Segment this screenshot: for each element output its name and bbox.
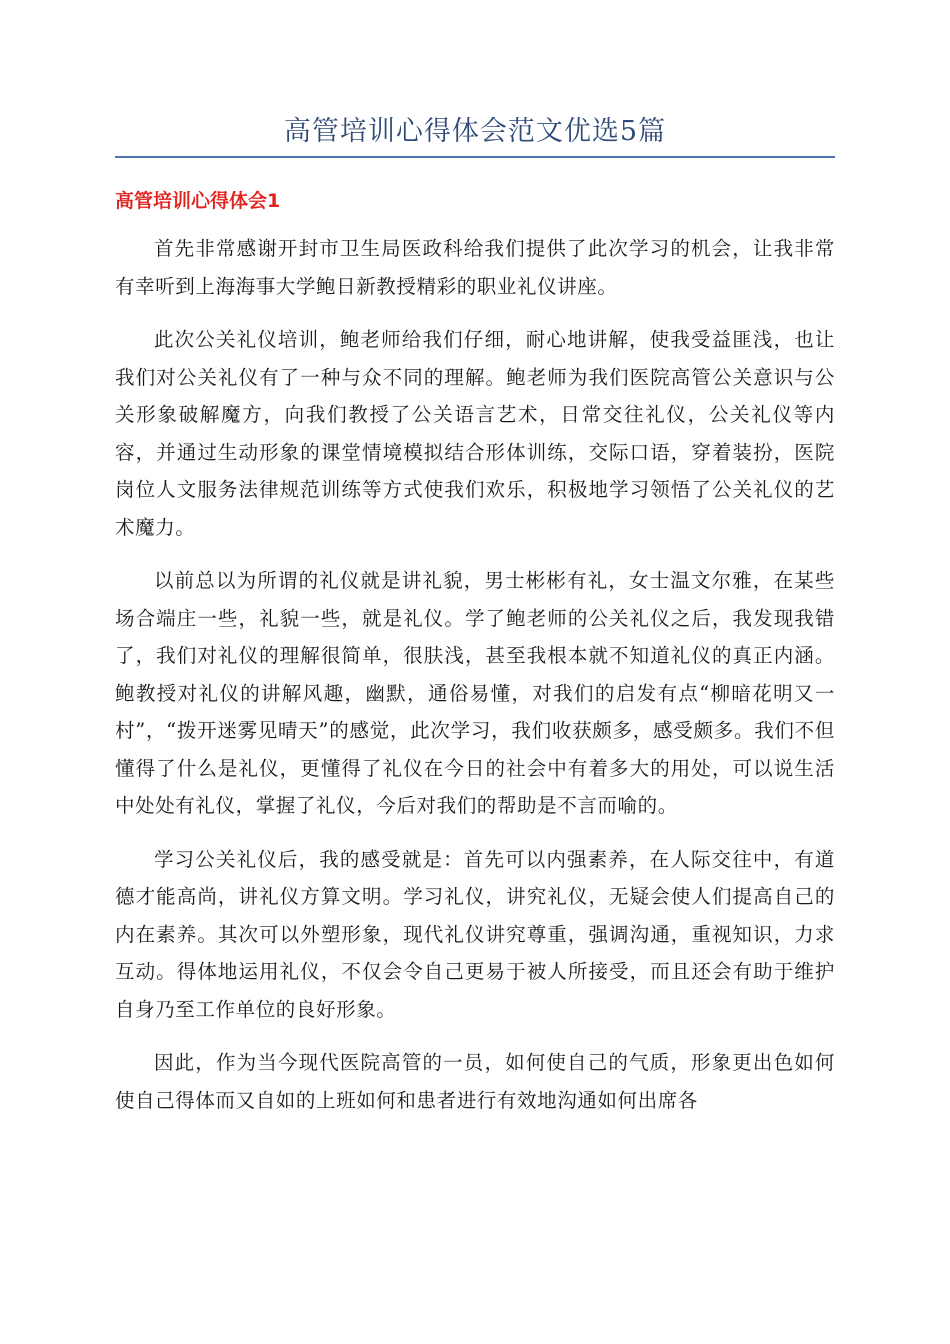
paragraph-2: 此次公关礼仪培训，鲍老师给我们仔细，耐心地讲解，使我受益匪浅，也让我们对公关礼仪有了一种与众不同的理解。鲍老师为我们医院高管公关意识与公关形象破解魔方，向我们教授了公关语言艺术，日常交往礼仪，公关礼仪等内容，并通过生动形象的课堂情境模拟结合形体训练，交际口语，穿着装扮，医院岗位人文服务法律规范训练等方式使我们欢乐，积极地学习领悟了公关礼仪的艺术魔力。 <box>115 328 835 539</box>
paragraph-5: 因此，作为当今现代医院高管的一员，如何使自己的气质，形象更出色如何使自己得体而又自如的上班如何和患者进行有效地沟通如何出席各 <box>115 1051 835 1112</box>
paragraph-3: 以前总以为所谓的礼仪就是讲礼貌，男士彬彬有礼，女士温文尔雅，在某些场合端庄一些，礼貌一些，就是礼仪。学了鲍老师的公关礼仪之后，我发现我错了，我们对礼仪的理解很简单，很肤浅，甚至我根本就不知道礼仪的真正内涵。鲍教授对礼仪的讲解风趣，幽默，通俗易懂，对我们的启发有点“柳暗花明又一村”，“拨开迷雾见晴天”的感觉，此次学习，我们收获颇多，感受颇多。我们不但懂得了什么是礼仪，更懂得了礼仪在今日的社会中有着多大的用处，可以说生活中处处有礼仪，掌握了礼仪，今后对我们的帮助是不言而喻的。 <box>115 569 835 817</box>
document-page <box>115 110 835 1119</box>
title-underline <box>115 156 835 158</box>
document-title: 高管培训心得体会范文优选5篇 <box>283 116 667 147</box>
section-heading: 高管培训心得体会1 <box>115 190 281 212</box>
paragraph-1: 首先非常感谢开封市卫生局医政科给我们提供了此次学习的机会，让我非常有幸听到上海海事大学鲍日新教授精彩的职业礼仪讲座。 <box>115 237 835 298</box>
paragraph-4: 学习公关礼仪后，我的感受就是：首先可以内强素养，在人际交往中，有道德才能高尚，讲礼仪方算文明。学习礼仪，讲究礼仪，无疑会使人们提高自己的内在素养。其次可以外塑形象，现代礼仪讲究尊重，强调沟通，重视知识，力求互动。得体地运用礼仪，不仅会令自己更易于被人所接受，而且还会有助于维护自身乃至工作单位的良好形象。 <box>115 847 835 1021</box>
